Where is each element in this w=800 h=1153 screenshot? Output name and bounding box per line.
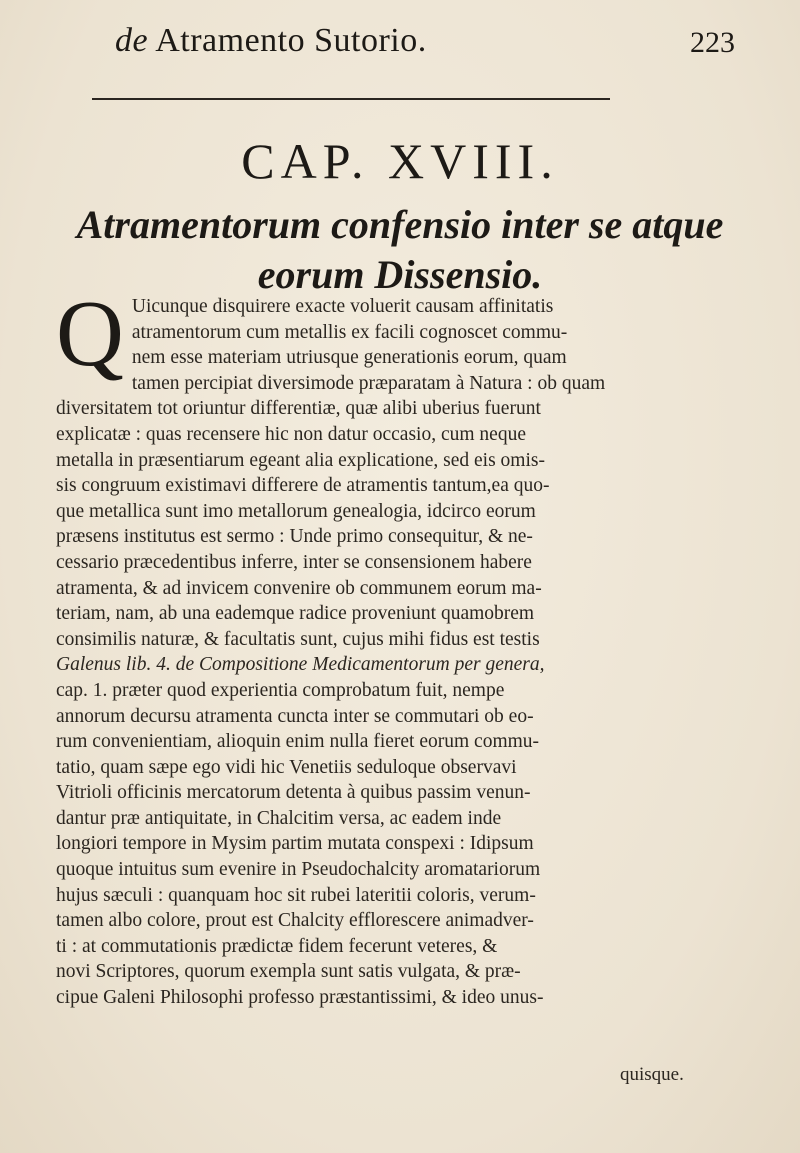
text-line: annorum decursu atramenta cuncta inter se commutari ob eo-: [56, 705, 534, 727]
text-line-citation: Galenus lib. 4. de Compositione Medicamentorum per genera,: [56, 654, 545, 676]
text-line: rum convenientiam, alioquin enim nulla fieret eorum commu-: [56, 731, 540, 753]
text-line: præsens institutus est sermo : Unde primo consequitur, & ne-: [56, 526, 533, 548]
page-number: 223: [690, 26, 735, 59]
text-line: tatio, quam sæpe ego vidi hic Venetiis seduloque observavi: [56, 756, 517, 778]
chapter-title-line-1: Atramentorum confensio inter se atque: [76, 202, 724, 247]
text-line: metalla in præsentiarum egeant alia explicatione, sed eis omis-: [56, 449, 545, 471]
text-line: novi Scriptores, quorum exempla sunt satis vulgata, & præ-: [56, 961, 521, 983]
text-line: ti : at commutationis prædictæ fidem fecerunt veteres, &: [56, 935, 498, 957]
text-line: Uicunque disquirere exacte voluerit causam affinitatis: [131, 296, 554, 317]
head-rule-divider: [92, 98, 610, 100]
text-line: atramenta, & ad invicem convenire ob communem eorum ma-: [56, 577, 542, 599]
text-line: explicatæ : quas recensere hic non datur occasio, cum neque: [56, 423, 526, 445]
drop-cap: Q: [56, 282, 124, 386]
text-line: quoque intuitus sum evenire in Pseudochalcity aromatariorum: [56, 859, 541, 881]
text-line: cap. 1. præter quod experientia comprobatum fuit, nempe: [56, 679, 505, 701]
chapter-title-line-2: eorum Dissensio.: [257, 252, 543, 297]
running-title-main: Atramento Sutorio.: [148, 22, 427, 59]
text-line: longiori tempore in Mysim partim mutata conspexi : Idipsum: [56, 833, 534, 855]
text-line: diversitatem tot oriuntur differentiæ, quæ alibi uberius fuerunt: [56, 398, 541, 420]
running-title-prefix: de: [115, 22, 149, 59]
text-line: dantur præ antiquitate, in Chalcitim versa, ac eadem inde: [56, 807, 502, 829]
text-line: Vitrioli officinis mercatorum detenta à quibus passim venun-: [56, 782, 531, 804]
text-line: tamen albo colore, prout est Chalcity efflorescere animadver-: [56, 910, 534, 932]
text-line: tamen percipiat diversimode præparatam à Natura : ob quam: [131, 372, 606, 394]
text-line: que metallica sunt imo metallorum genealogia, idcirco eorum: [56, 500, 536, 522]
chapter-heading: CAP. XVIII.: [241, 133, 559, 189]
running-title: [115, 22, 427, 60]
running-head: [0, 14, 800, 66]
text-line: cessario præcedentibus inferre, inter se consensionem habere: [56, 551, 532, 573]
text-line: atramentorum cum metallis ex facili cognoscet commu-: [131, 321, 568, 343]
text-line: sis congruum existimavi differere de atramentis tantum,ea quo-: [56, 475, 550, 497]
body-text: [56, 282, 696, 1011]
text-line: teriam, nam, ab una eademque radice proveniunt quamobrem: [56, 603, 535, 625]
text-line: hujus sæculi : quanquam hoc sit rubei lateritii coloris, verum-: [56, 884, 536, 906]
text-line: consimilis naturæ, & facultatis sunt, cujus mihi fidus est testis: [56, 628, 540, 650]
catchword: quisque.: [620, 1064, 684, 1085]
text-line: nem esse materiam utriusque generationis eorum, quam: [131, 347, 567, 369]
text-line: cipue Galeni Philosophi professo præstantissimi, & ideo unus-: [56, 987, 544, 1009]
